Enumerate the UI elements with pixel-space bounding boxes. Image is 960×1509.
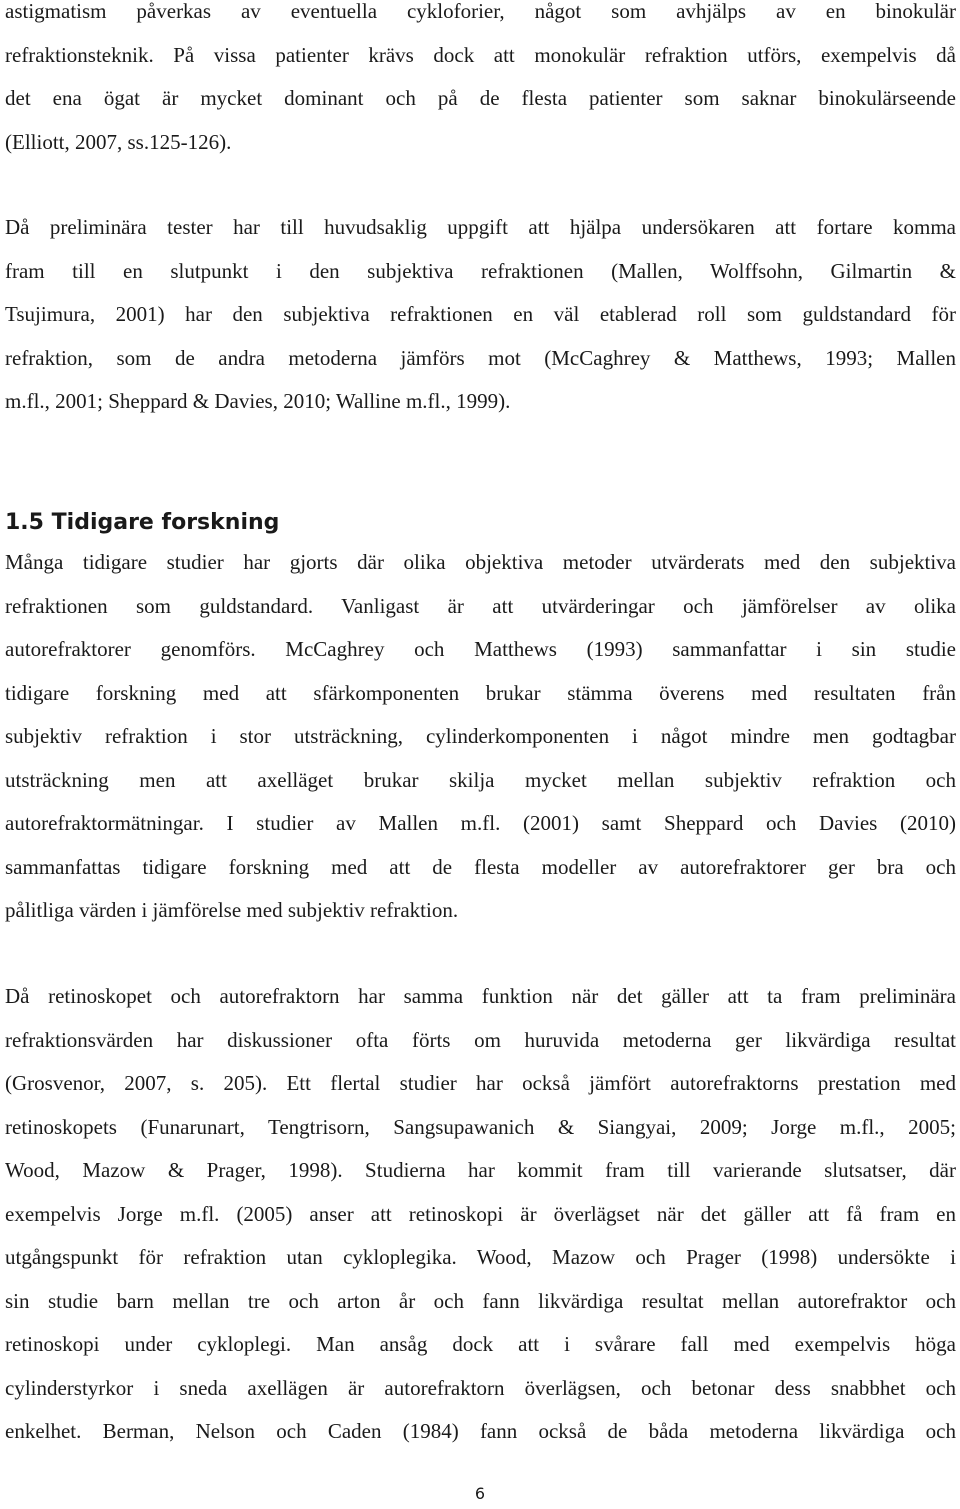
paragraph-line: retinoskopets (Funarunart, Tengtrisorn, Sangsupawanich & Siangyai, 2009; Jorge m.fl., 2005; bbox=[5, 1114, 956, 1139]
paragraph-line: m.fl., 2001; Sheppard & Davies, 2010; Walline m.fl., 1999). bbox=[5, 389, 511, 413]
paragraph-line: sin studie barn mellan tre och arton år och fann likvärdiga resultat mellan autorefraktor och bbox=[5, 1288, 956, 1313]
paragraph-line: autorefraktormätningar. I studier av Mallen m.fl. (2001) samt Sheppard och Davies (2010) bbox=[5, 811, 956, 835]
paragraph-line: Tsujimura, 2001) har den subjektiva refraktionen en väl etablerad roll som guldstandard för bbox=[5, 302, 956, 326]
section-heading bbox=[5, 508, 279, 538]
paragraph-2 bbox=[5, 206, 956, 424]
page-number: 6 bbox=[474, 1484, 486, 1503]
paragraph-line: refraktion, som de andra metoderna jämförs mot (McCaghrey & Matthews, 1993; Mallen bbox=[5, 345, 956, 370]
paragraph-line: astigmatism påverkas av eventuella cykloforier, något som avhjälps av en binokulär bbox=[5, 0, 956, 23]
paragraph-line: Wood, Mazow & Prager, 1998). Studierna har kommit fram till varierande slutsatser, där bbox=[5, 1158, 956, 1182]
paragraph-line: exempelvis Jorge m.fl. (2005) anser att retinoskopi är överlägset när det gäller att få fram en bbox=[5, 1201, 956, 1226]
paragraph-line: refraktionsvärden har diskussioner ofta förts om huruvida metoderna ger likvärdiga resultat bbox=[5, 1027, 956, 1052]
paragraph-line: det ena ögat är mycket dominant och på de flesta patienter som saknar binokulärseende bbox=[5, 86, 956, 110]
paragraph-line: refraktionen som guldstandard. Vanligast är att utvärderingar och jämförelser av olika bbox=[5, 593, 956, 618]
paragraph-line: Då preliminära tester har till huvudsaklig uppgift att hjälpa undersökaren att fortare komma bbox=[5, 215, 956, 239]
section-number: 1.5 bbox=[5, 510, 44, 535]
paragraph-line: retinoskopi under cykloplegi. Man ansåg dock att i svårare fall med exempelvis höga bbox=[5, 1332, 956, 1356]
paragraph-line: (Grosvenor, 2007, s. 205). Ett flertal studier har också jämfört autorefraktorns prestation med bbox=[5, 1071, 956, 1095]
paragraph-line: fram till en slutpunkt i den subjektiva refraktionen (Mallen, Wolffsohn, Gilmartin & bbox=[5, 258, 956, 283]
paragraph-line: enkelhet. Berman, Nelson och Caden (1984) fann också de båda metoderna likvärdiga och bbox=[5, 1419, 956, 1443]
paragraph-line: utsträckning men att axelläget brukar skilja mycket mellan subjektiv refraktion och bbox=[5, 767, 956, 792]
paragraph-line: refraktionsteknik. På vissa patienter krävs dock att monokulär refraktion utförs, exempelvis då bbox=[5, 42, 956, 67]
paragraph-line: tidigare forskning med att sfärkomponenten brukar stämma överens med resultaten från bbox=[5, 680, 956, 705]
paragraph-line: subjektiv refraktion i stor utsträckning, cylinderkomponenten i något mindre men godtagbar bbox=[5, 724, 956, 748]
paragraph-line: utgångspunkt för refraktion utan cykloplegika. Wood, Mazow och Prager (1998) undersökte i bbox=[5, 1245, 956, 1269]
paragraph-line: Många tidigare studier har gjorts där olika objektiva metoder utvärderats med den subjektiva bbox=[5, 550, 956, 574]
paragraph-line: pålitliga värden i jämförelse med subjektiv refraktion. bbox=[5, 898, 459, 922]
paragraph-line: autorefraktorer genomförs. McCaghrey och Matthews (1993) sammanfattar i sin studie bbox=[5, 637, 956, 661]
paragraph-line: Då retinoskopet och autorefraktorn har samma funktion när det gäller att ta fram preliminära bbox=[5, 984, 956, 1008]
paragraph-3 bbox=[5, 541, 956, 933]
paragraph-line: sammanfattas tidigare forskning med att de flesta modeller av autorefraktorer ger bra och bbox=[5, 854, 956, 879]
section-title: Tidigare forskning bbox=[51, 510, 280, 535]
paragraph-4 bbox=[5, 975, 956, 1454]
paragraph-1 bbox=[5, 0, 956, 164]
paragraph-line: (Elliott, 2007, ss.125-126). bbox=[5, 129, 232, 154]
paragraph-line: cylinderstyrkor i sneda axellägen är autorefraktorn överlägsen, och betonar dess snabbhet och bbox=[5, 1375, 956, 1400]
